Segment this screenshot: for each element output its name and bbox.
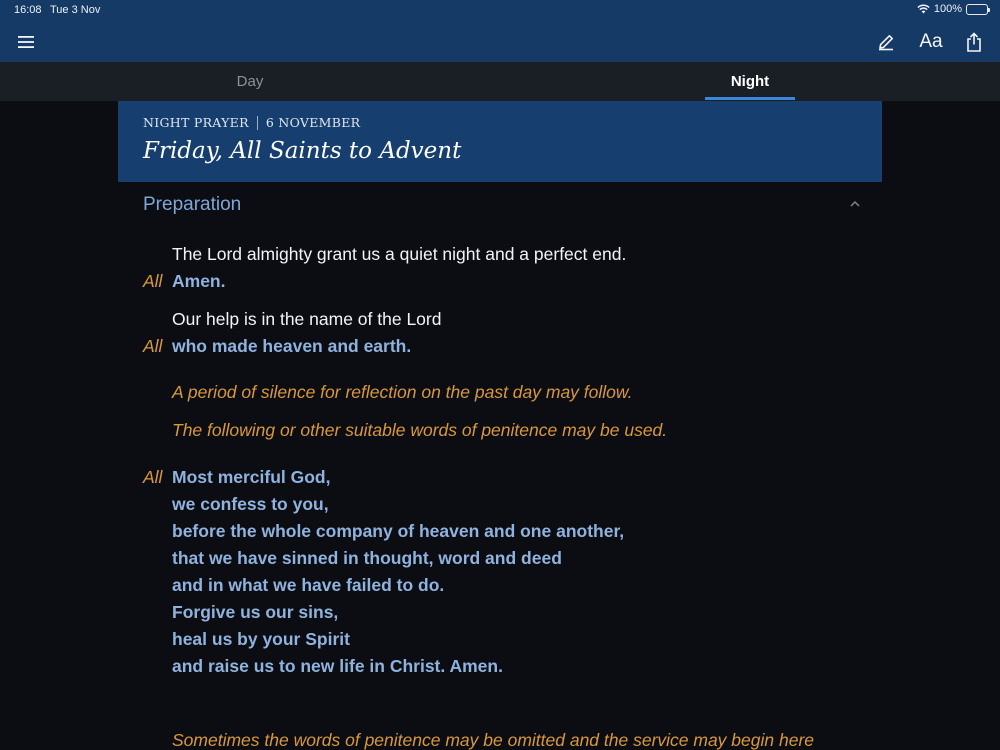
confession-line: we confess to you, (172, 494, 329, 514)
status-date: Tue 3 Nov (50, 4, 101, 16)
status-time: 16:08 (14, 4, 42, 16)
tab-night[interactable]: Night (730, 73, 770, 90)
office-date: 6 NOVEMBER (265, 115, 361, 130)
all-label: All (143, 467, 163, 487)
pencil-icon (877, 33, 895, 51)
office-name: NIGHT PRAYER (143, 115, 249, 130)
segmented-tabs (0, 62, 1000, 101)
all-label: All (143, 271, 163, 291)
confession-line: Most merciful God, (172, 467, 331, 487)
versicle: Our help is in the name of the Lord (172, 309, 442, 329)
confession-line: that we have sinned in thought, word and deed (172, 548, 562, 568)
office-kicker (143, 115, 360, 130)
page-title: Friday, All Saints to Advent (143, 138, 462, 164)
confession-line: Forgive us our sins, (172, 602, 339, 622)
chevron-up-icon[interactable] (848, 197, 862, 211)
hamburger-icon (18, 35, 34, 49)
response: Amen. (172, 271, 226, 291)
toolbar (0, 22, 1000, 62)
tab-selected-indicator (705, 97, 795, 100)
share-button[interactable] (960, 28, 988, 56)
share-icon (966, 32, 982, 52)
battery-percent: 100% (933, 3, 962, 15)
status-bar (0, 0, 1000, 22)
confession-line: and raise us to new life in Christ. Amen. (172, 656, 503, 676)
annotate-button[interactable] (872, 28, 900, 56)
battery-icon (966, 4, 988, 15)
all-label: All (143, 336, 163, 356)
rubric: A period of silence for reflection on the past day may follow. (172, 382, 633, 402)
confession-line: before the whole company of heaven and one another, (172, 521, 625, 541)
versicle: The Lord almighty grant us a quiet night and a perfect end. (172, 244, 627, 264)
section-title-preparation[interactable]: Preparation (143, 194, 242, 215)
status-right (917, 3, 988, 15)
tab-day[interactable]: Day (236, 73, 264, 90)
office-header (118, 101, 882, 182)
wifi-icon (917, 4, 930, 14)
text-size-button[interactable]: Aa (919, 31, 943, 52)
rubric: Sometimes the words of penitence may be omitted and the service may begin here (172, 730, 815, 750)
kicker-divider (257, 116, 258, 130)
response: who made heaven and earth. (172, 336, 412, 356)
confession-line: heal us by your Spirit (172, 629, 350, 649)
menu-button[interactable] (12, 28, 40, 56)
confession-line: and in what we have failed to do. (172, 575, 445, 595)
rubric: The following or other suitable words of penitence may be used. (172, 420, 668, 440)
